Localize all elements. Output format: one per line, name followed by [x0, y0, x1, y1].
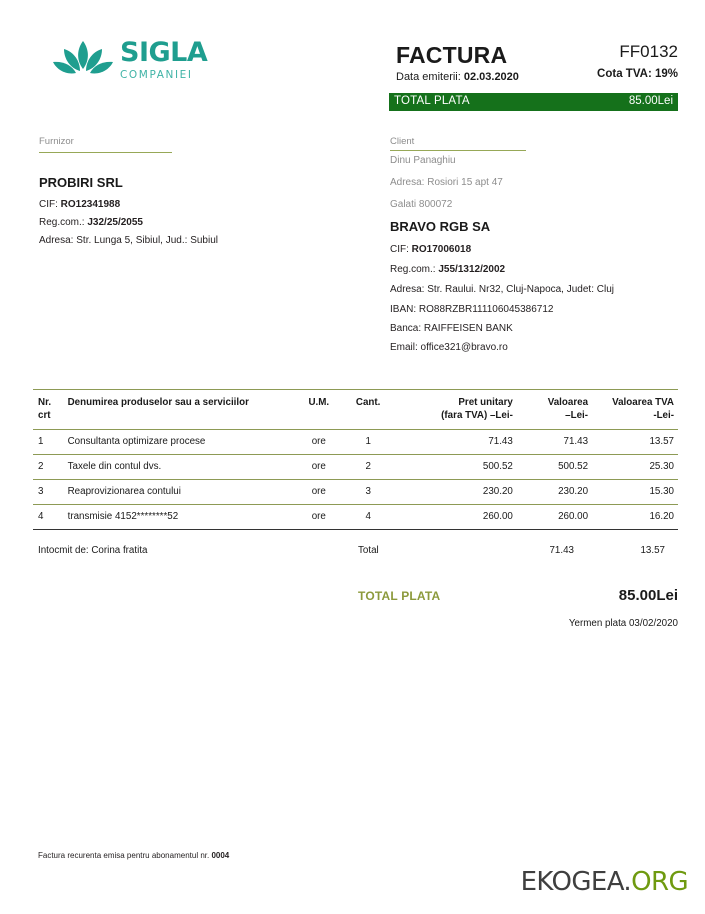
page-title: FACTURA [396, 42, 508, 68]
subscription-note-text: Factura recurenta emisa pentru abonamentul nr. [38, 851, 210, 860]
total-payment-banner-value: 85.00Lei [628, 95, 673, 107]
cell-nr: 2 [33, 455, 68, 480]
client-section-label: Client [390, 136, 415, 147]
cell-cant: 1 [342, 430, 395, 455]
col-header-valoare: Valoarea [513, 390, 588, 411]
cell-um: ore [296, 455, 341, 480]
cell-um: ore [296, 480, 341, 505]
supplier-address: Adresa: Str. Lunga 5, Sibiul, Jud.: Subiul [39, 235, 218, 246]
total-payment-banner-label: TOTAL PLATA [394, 95, 470, 107]
cell-tva: 15.30 [588, 480, 678, 505]
cell-valoare: 500.52 [513, 455, 588, 480]
cell-valoare: 71.43 [513, 430, 588, 455]
cell-cant: 3 [342, 480, 395, 505]
col-subheader-crt: crt [38, 410, 51, 421]
brand-name-dark: EKOGEA. [520, 867, 632, 897]
col-subheader-um [296, 410, 341, 430]
client-bank: Banca: RAIFFEISEN BANK [390, 323, 513, 334]
subscription-note-number: 0004 [211, 851, 230, 860]
cell-tva: 16.20 [588, 505, 678, 530]
client-iban: IBAN: RO88RZBR111106045386712 [390, 304, 554, 315]
table-row [33, 505, 678, 530]
client-email: Email: office321@bravo.ro [390, 342, 508, 353]
col-header-pret: Pret unitary [395, 390, 513, 411]
total-row-label: Total [358, 545, 379, 556]
client-reg [390, 264, 505, 275]
client-reg-value: J55/1312/2002 [438, 264, 506, 275]
col-subheader-cant [342, 410, 395, 430]
table-row [33, 480, 678, 505]
cell-denumire: Taxele din contul dvs. [68, 455, 296, 480]
client-contact-address: Adresa: Rosiori 15 apt 47 [390, 177, 503, 188]
client-reg-label: Reg.com.: [390, 264, 436, 275]
cell-nr: 4 [33, 505, 68, 530]
cell-um: ore [296, 430, 341, 455]
logo-wordmark [120, 39, 255, 81]
ekogea-brand-logo [521, 869, 688, 895]
line-items-table-body [33, 430, 678, 530]
col-subheader-valoare: –Lei- [565, 410, 589, 421]
supplier-reg-value: J32/25/2055 [87, 217, 143, 228]
prepared-by: Intocmit de: Corina fratita [38, 545, 148, 556]
col-header-tva: Valoarea TVA [588, 390, 678, 411]
client-contact-name: Dinu Panaghiu [390, 155, 456, 166]
cell-pret: 230.20 [395, 480, 513, 505]
client-divider [390, 150, 526, 151]
issue-date-label: Data emiterii: [396, 71, 461, 83]
supplier-cif-label: CIF: [39, 199, 58, 210]
client-cif-label: CIF: [390, 244, 409, 255]
supplier-divider [39, 152, 172, 153]
client-company-name: BRAVO RGB SA [390, 219, 491, 234]
cell-pret: 500.52 [395, 455, 513, 480]
table-row [33, 430, 678, 455]
cell-um: ore [296, 505, 341, 530]
due-date: Yermen plata 03/02/2020 [568, 618, 678, 629]
cell-nr: 1 [33, 430, 68, 455]
cell-tva: 13.57 [588, 430, 678, 455]
cell-denumire: Reaprovizionarea contului [68, 480, 296, 505]
supplier-reg [39, 217, 143, 228]
cell-cant: 2 [342, 455, 395, 480]
cell-valoare: 260.00 [513, 505, 588, 530]
cell-cant: 4 [342, 505, 395, 530]
cell-denumire: Consultanta optimizare procese [68, 430, 296, 455]
col-subheader-tva: -Lei- [653, 410, 674, 421]
grand-total-value: 85.00Lei [618, 587, 678, 604]
brand-name-green: ORG [631, 867, 688, 897]
col-header-denumire: Denumirea produselor sau a serviciilor [68, 390, 296, 411]
logo-word: SIGLA [120, 37, 208, 68]
lotus-flower-icon [52, 37, 114, 83]
cell-valoare: 230.20 [513, 480, 588, 505]
table-header-row-top [33, 390, 678, 411]
supplier-section-label: Furnizor [39, 136, 74, 147]
total-row-valoare: 71.43 [549, 545, 574, 556]
company-logo [52, 33, 252, 91]
total-row-tva: 13.57 [640, 545, 665, 556]
table-row [33, 455, 678, 480]
line-items-table [33, 389, 678, 530]
issue-date [396, 71, 519, 83]
table-header-row-bottom [33, 410, 678, 430]
total-payment-banner [389, 93, 678, 111]
supplier-name: PROBIRI SRL [39, 175, 123, 190]
client-contact-city: Galati 800072 [390, 199, 453, 210]
cell-nr: 3 [33, 480, 68, 505]
invoice-number: FF0132 [619, 42, 678, 61]
client-cif [390, 244, 471, 255]
client-cif-value: RO17006018 [411, 244, 472, 255]
col-header-um: U.M. [296, 390, 341, 411]
vat-rate: Cota TVA: 19% [597, 68, 678, 80]
cell-pret: 260.00 [395, 505, 513, 530]
col-header-cant: Cant. [342, 390, 395, 411]
cell-tva: 25.30 [588, 455, 678, 480]
col-header-nr: Nr. [33, 390, 68, 411]
cell-pret: 71.43 [395, 430, 513, 455]
client-address: Adresa: Str. Raului. Nr32, Cluj-Napoca, Judet: Cluj [390, 284, 614, 295]
cell-denumire: transmisie 4152********52 [68, 505, 296, 530]
supplier-reg-label: Reg.com.: [39, 217, 85, 228]
col-subheader-pret: (fara TVA) –Lei- [441, 410, 513, 421]
logo-subtitle: COMPANIEI [120, 69, 193, 81]
line-items-table-head [33, 390, 678, 430]
grand-total-label: TOTAL PLATA [358, 589, 441, 603]
subscription-note [38, 851, 229, 860]
supplier-cif-value: RO12341988 [60, 199, 121, 210]
supplier-cif [39, 199, 120, 210]
issue-date-value: 02.03.2020 [463, 71, 519, 83]
col-subheader-denumire [68, 410, 296, 430]
